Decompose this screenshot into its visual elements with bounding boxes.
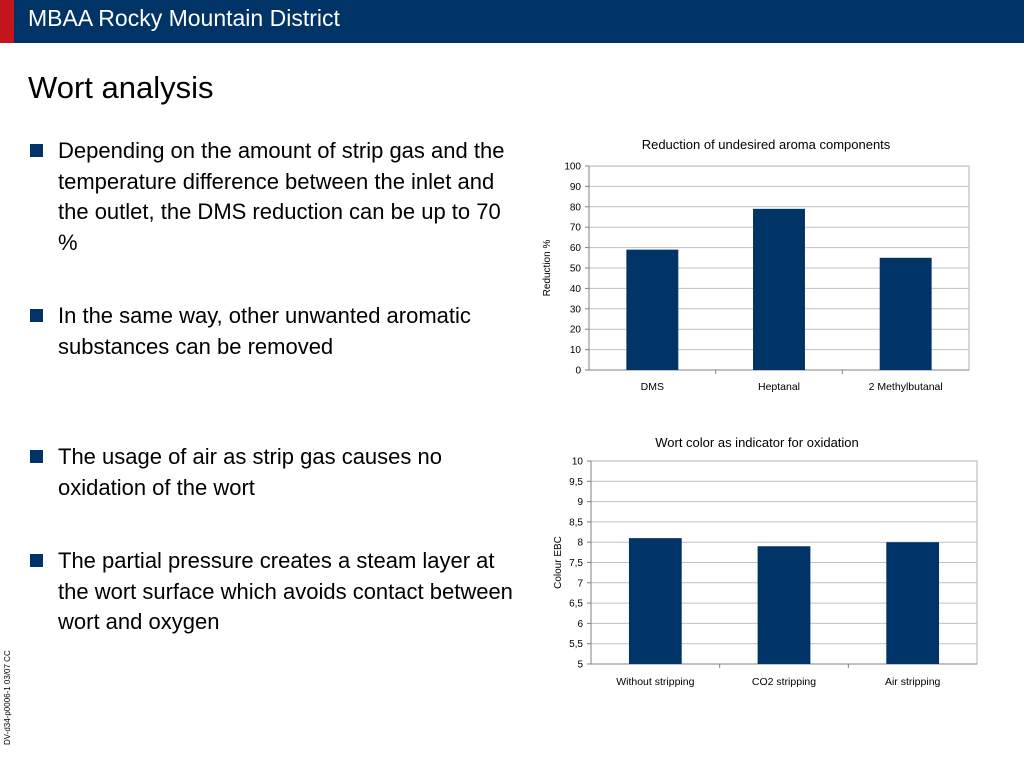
- y-tick-label: 60: [569, 243, 581, 255]
- header-title: MBAA Rocky Mountain District: [28, 5, 340, 31]
- bullet-square-icon: [30, 450, 43, 463]
- x-category-label: CO2 stripping: [751, 676, 817, 688]
- y-tick-label: 9,5: [569, 476, 583, 488]
- bullet-text: Depending on the amount of strip gas and the temperature difference between the inlet and the outlet, the DMS reduction can be up to 70 %: [58, 138, 505, 255]
- header-bar: [0, 0, 1024, 43]
- bar: [629, 538, 682, 664]
- bullet-item: [30, 546, 520, 638]
- y-tick-label: 8: [577, 537, 583, 549]
- bar: [758, 546, 811, 664]
- aroma-reduction-chart: [530, 130, 980, 400]
- y-tick-label: 50: [569, 263, 581, 275]
- y-tick-label: 0: [575, 365, 581, 377]
- chart-title: Wort color as indicator for oxidation: [655, 435, 859, 450]
- bullet-text: The partial pressure creates a steam layer at the wort surface which avoids contact between wort and oxygen: [58, 548, 513, 634]
- bar: [886, 542, 939, 664]
- y-tick-label: 100: [564, 161, 581, 173]
- bullet-item: [30, 442, 520, 503]
- chart-title: Reduction of undesired aroma components: [641, 137, 891, 152]
- bullet-item: [30, 136, 520, 258]
- y-tick-label: 6,5: [569, 598, 583, 610]
- y-tick-label: 80: [569, 202, 581, 214]
- y-tick-label: 5: [577, 659, 583, 671]
- y-tick-label: 40: [569, 283, 581, 295]
- y-tick-label: 10: [571, 456, 583, 468]
- bullet-item: [30, 301, 520, 362]
- y-axis-label: Colour EBC: [553, 536, 564, 589]
- y-tick-label: 70: [569, 222, 581, 234]
- bullet-square-icon: [30, 144, 43, 157]
- y-tick-label: 30: [569, 304, 581, 316]
- y-tick-label: 90: [569, 181, 581, 193]
- x-category-label: Heptanal: [757, 381, 801, 393]
- bullet-text: In the same way, other unwanted aromatic substances can be removed: [58, 303, 471, 359]
- bullet-square-icon: [30, 554, 43, 567]
- y-tick-label: 6: [577, 618, 583, 630]
- y-tick-label: 7,5: [569, 558, 583, 569]
- y-tick-label: 7: [577, 578, 583, 590]
- x-category-label: DMS: [640, 381, 665, 393]
- bullet-text: The usage of air as strip gas causes no oxidation of the wort: [58, 444, 442, 500]
- x-category-label: Without stripping: [616, 676, 695, 688]
- y-axis-label: Reduction %: [542, 239, 553, 297]
- y-tick-label: 10: [569, 345, 581, 357]
- bar: [626, 250, 678, 370]
- y-tick-label: 20: [569, 324, 581, 336]
- bar: [880, 258, 932, 370]
- document-reference: DV-d34-p0006-1 03/07 CC: [3, 650, 12, 745]
- y-tick-label: 8,5: [569, 517, 583, 529]
- x-category-label: Air stripping: [884, 676, 941, 688]
- wort-color-chart: [530, 430, 980, 695]
- bullet-square-icon: [30, 309, 43, 322]
- header-accent-stripe: [0, 0, 14, 43]
- y-tick-label: 9: [577, 497, 583, 509]
- x-category-label: 2 Methylbutanal: [868, 381, 943, 393]
- page-title: Wort analysis: [28, 70, 214, 105]
- bar: [753, 209, 805, 370]
- y-tick-label: 5,5: [569, 639, 583, 651]
